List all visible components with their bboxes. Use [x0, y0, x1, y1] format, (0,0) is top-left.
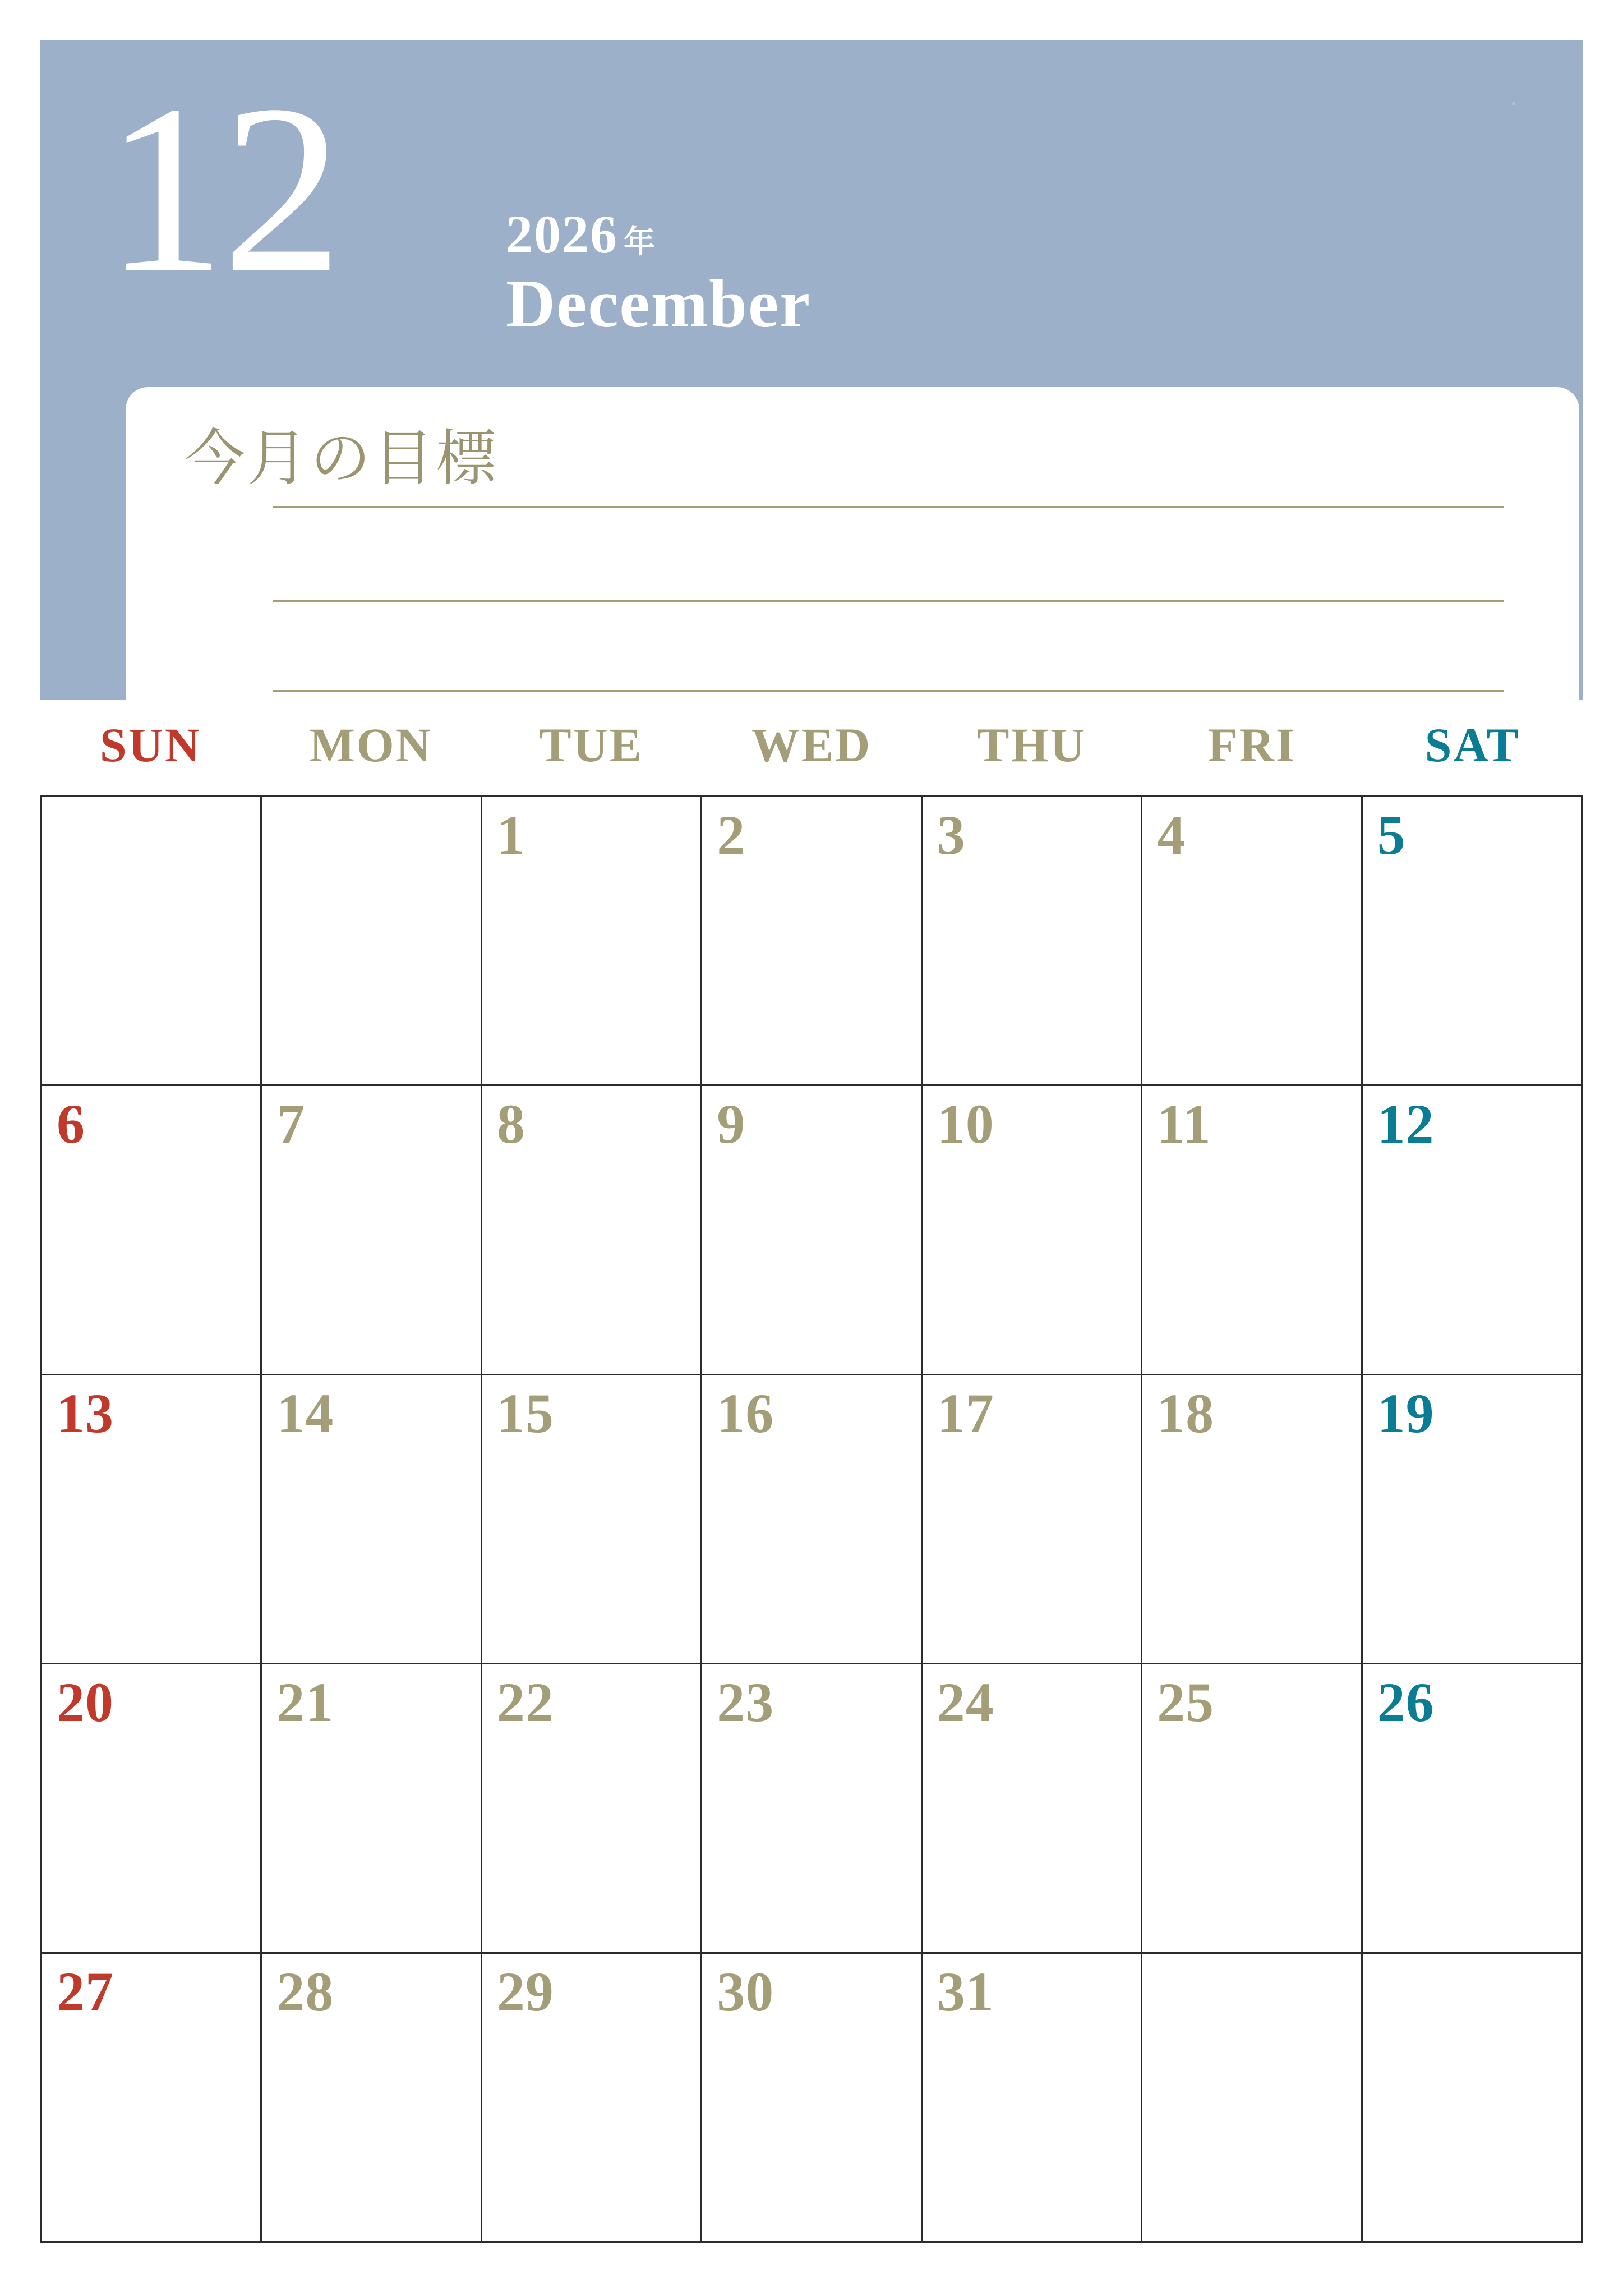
day-number: 25 [1157, 1671, 1215, 1734]
year-suffix-kanji: 年 [624, 225, 656, 260]
day-cell[interactable] [1363, 1086, 1583, 1375]
day-cell[interactable] [1142, 1954, 1362, 2243]
day-cell[interactable] [42, 1375, 262, 1664]
year-label [506, 203, 656, 265]
day-number: 5 [1377, 804, 1406, 866]
day-cell[interactable] [42, 1086, 262, 1375]
day-cell[interactable] [923, 1664, 1142, 1953]
weekday-fri: FRI [1208, 718, 1297, 772]
day-cell[interactable] [702, 1954, 922, 2243]
day-number: 29 [496, 1960, 554, 2023]
day-number: 23 [717, 1671, 774, 1734]
day-number: 10 [937, 1093, 994, 1156]
day-cell[interactable] [262, 797, 482, 1086]
day-number: 26 [1377, 1671, 1435, 1734]
day-number: 22 [496, 1671, 554, 1734]
day-cell[interactable] [923, 1954, 1142, 2243]
month-name-english: December [506, 266, 811, 342]
weekday-mon: MON [309, 718, 432, 772]
day-cell[interactable] [1363, 1954, 1583, 2243]
day-number: 7 [276, 1093, 306, 1156]
day-number: 9 [717, 1093, 746, 1156]
weekday-wed: WED [751, 718, 872, 772]
day-cell[interactable] [1363, 797, 1583, 1086]
day-cell[interactable] [262, 1086, 482, 1375]
day-number: 24 [937, 1671, 994, 1734]
day-cell[interactable] [482, 797, 702, 1086]
day-number: 15 [496, 1382, 554, 1444]
goal-write-line-1[interactable] [273, 506, 1504, 508]
day-cell[interactable] [923, 1375, 1142, 1664]
day-cell[interactable] [702, 1664, 922, 1953]
day-number: 6 [57, 1093, 85, 1156]
day-number: 1 [496, 804, 525, 866]
day-cell[interactable] [482, 1954, 702, 2243]
day-number: 21 [276, 1671, 334, 1734]
day-cell[interactable] [1142, 1086, 1362, 1375]
goal-write-line-2[interactable] [273, 600, 1504, 602]
day-cell[interactable] [1142, 797, 1362, 1086]
day-number: 2 [717, 804, 746, 866]
day-number: 4 [1157, 804, 1186, 866]
day-cell[interactable] [702, 1375, 922, 1664]
day-cell[interactable] [923, 797, 1142, 1086]
weekday-header-row [40, 717, 1583, 784]
day-cell[interactable] [42, 797, 262, 1086]
day-cell[interactable] [42, 1954, 262, 2243]
weekday-sat: SAT [1424, 718, 1520, 772]
day-cell[interactable] [482, 1086, 702, 1375]
day-cell[interactable] [1142, 1664, 1362, 1953]
day-number: 13 [57, 1382, 114, 1444]
header-decorative-dot [1512, 102, 1515, 105]
day-number: 30 [717, 1960, 774, 2023]
day-number: 19 [1377, 1382, 1435, 1444]
year-value: 2026 [506, 204, 618, 264]
day-cell[interactable] [1363, 1664, 1583, 1953]
day-number: 28 [276, 1960, 334, 2023]
day-number: 3 [937, 804, 966, 866]
weekday-sun: SUN [99, 718, 201, 772]
day-number: 17 [937, 1382, 994, 1444]
day-number: 31 [937, 1960, 994, 2023]
day-cell[interactable] [262, 1375, 482, 1664]
weekday-thu: THU [977, 718, 1087, 772]
day-number: 8 [496, 1093, 525, 1156]
day-cell[interactable] [482, 1375, 702, 1664]
day-cell[interactable] [262, 1954, 482, 2243]
day-number: 18 [1157, 1382, 1215, 1444]
month-number: 12 [105, 56, 339, 323]
day-cell[interactable] [1363, 1375, 1583, 1664]
monthly-goal-title: 今月の目標 [185, 424, 499, 494]
day-cell[interactable] [42, 1664, 262, 1953]
day-number: 20 [57, 1671, 114, 1734]
day-number: 11 [1157, 1093, 1211, 1156]
calendar-grid [40, 795, 1583, 2243]
weekday-tue: TUE [539, 718, 644, 772]
day-number: 16 [717, 1382, 774, 1444]
day-cell[interactable] [923, 1086, 1142, 1375]
monthly-goal-box [126, 387, 1579, 718]
day-number: 27 [57, 1960, 114, 2023]
day-cell[interactable] [482, 1664, 702, 1953]
day-cell[interactable] [262, 1664, 482, 1953]
goal-write-line-3[interactable] [273, 690, 1504, 692]
day-number: 12 [1377, 1093, 1435, 1156]
day-cell[interactable] [702, 1086, 922, 1375]
day-cell[interactable] [1142, 1375, 1362, 1664]
day-cell[interactable] [702, 797, 922, 1086]
day-number: 14 [276, 1382, 334, 1444]
calendar-header-band [40, 40, 1583, 700]
